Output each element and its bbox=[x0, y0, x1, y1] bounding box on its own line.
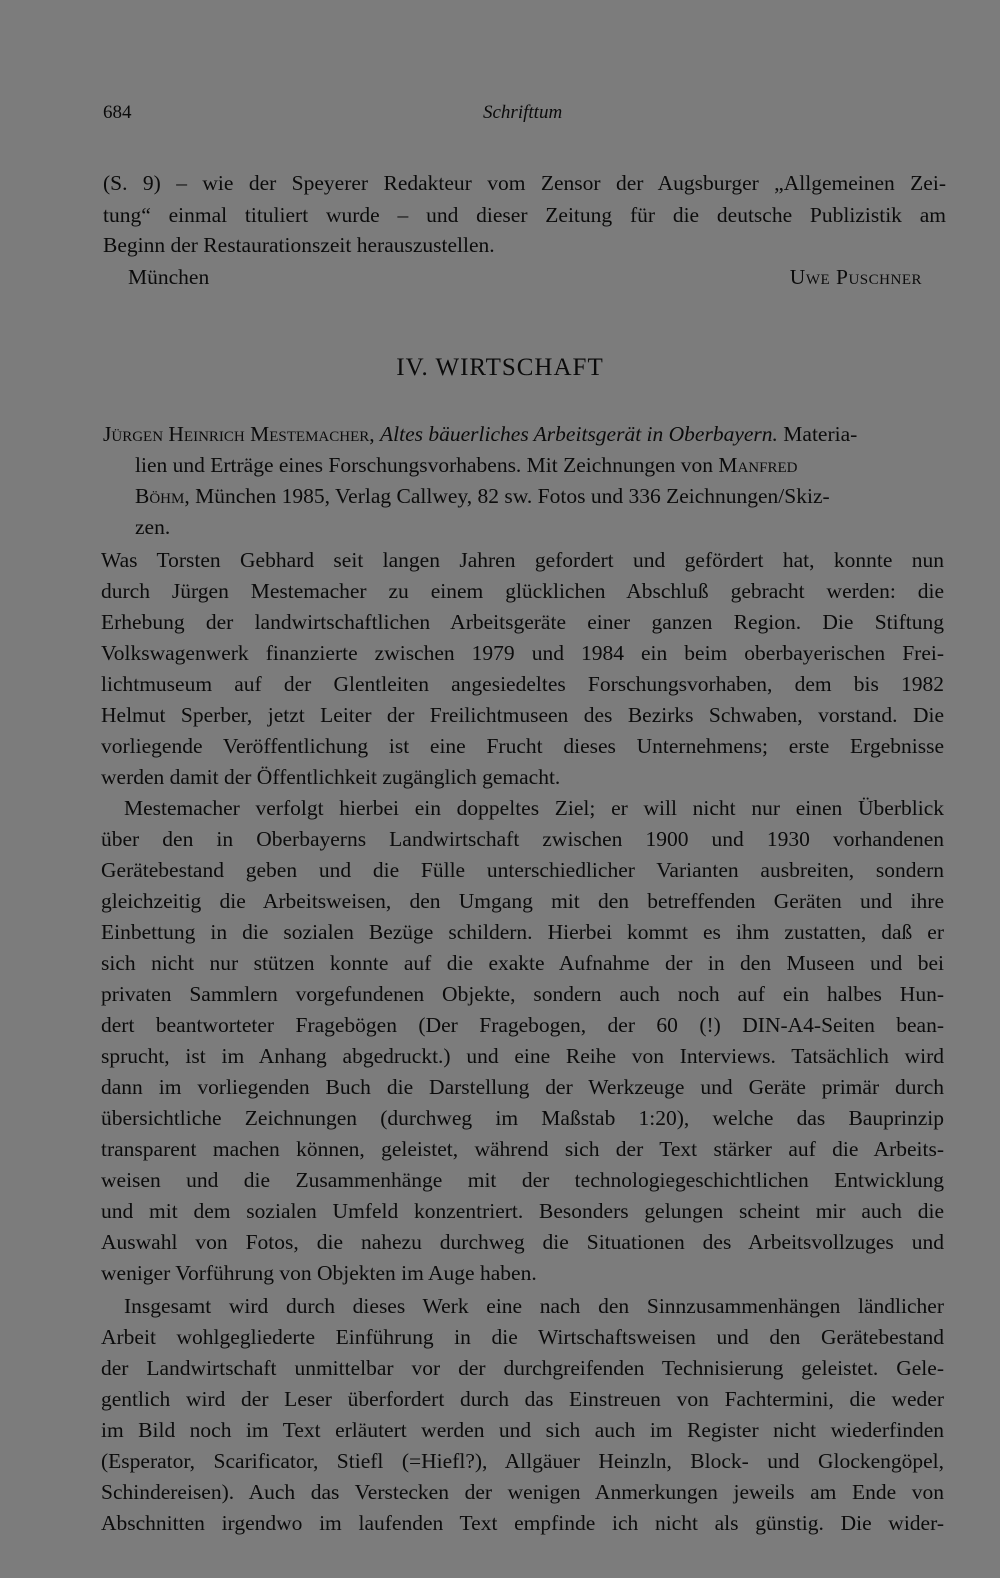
body-line: dann im vorliegenden Buch die Darstellung der Werkzeuge und Geräte primär durch bbox=[101, 1075, 944, 1099]
body-line: (Esperator, Scarificator, Stiefl (=Hiefl?), Allgäuer Heinzln, Block- und Glockengöpel, bbox=[101, 1449, 944, 1473]
review-place: München bbox=[128, 265, 210, 289]
body-line: im Bild noch im Text erläutert werden und sich auch im Register nicht wiederfinden bbox=[101, 1418, 944, 1442]
citation-text: lien und Erträge eines Forschungsvorhabens. Mit Zeichnungen von bbox=[135, 453, 713, 477]
citation-author: Jürgen Heinrich Mestemacher, bbox=[103, 422, 375, 446]
section-heading: IV. WIRTSCHAFT bbox=[396, 354, 604, 381]
running-head: Schrifttum bbox=[483, 102, 563, 123]
body-line: dert beantworteter Fragebögen (Der Fragebogen, der 60 (!) DIN-A4-Seiten bean- bbox=[101, 1013, 944, 1037]
citation-title: Altes bäuerliches Arbeitsgerät in Oberbayern. bbox=[380, 422, 778, 446]
body-line: Einbettung in die sozialen Bezüge schildern. Hierbei kommt es ihm zustatten, daß er bbox=[101, 920, 944, 944]
citation-text: München 1985, Verlag Callwey, 82 sw. Fotos und 336 Zeichnungen/Skiz- bbox=[189, 484, 830, 508]
body-line: übersichtliche Zeichnungen (durchweg im Maßstab 1:20), welche das Bauprinzip bbox=[101, 1106, 944, 1130]
intro-line: tung“ einmal tituliert wurde – und dieser Zeitung für die deutsche Publizistik am bbox=[103, 203, 946, 227]
citation-illustrator: Böhm, bbox=[135, 484, 190, 508]
body-line: weisen und die Zusammenhänge mit der technologiegeschichtlichen Entwicklung bbox=[101, 1168, 944, 1192]
intro-line: (S. 9) – wie der Speyerer Redakteur vom Zensor der Augsburger „Allgemeinen Zei- bbox=[103, 171, 946, 195]
body-line: vorliegende Veröffentlichung ist eine Frucht dieses Unternehmens; erste Ergebnisse bbox=[101, 734, 944, 758]
body-line: Mestemacher verfolgt hierbei ein doppeltes Ziel; er will nicht nur einen Überblick bbox=[124, 796, 944, 820]
body-line: Auswahl von Fotos, die nahezu durchweg die Situationen des Arbeitsvollzuges und bbox=[101, 1230, 944, 1254]
page-header bbox=[103, 102, 943, 132]
intro-line: Beginn der Restaurationszeit herauszustellen. bbox=[103, 233, 495, 257]
body-line: über den in Oberbayerns Landwirtschaft zwischen 1900 und 1930 vorhandenen bbox=[101, 827, 944, 851]
body-line: weniger Vorführung von Objekten im Auge haben. bbox=[101, 1261, 537, 1285]
review-author: Uwe Puschner bbox=[789, 265, 922, 289]
citation-line bbox=[135, 450, 946, 480]
citation-line bbox=[135, 481, 830, 511]
body-line: Schindereisen). Auch das Verstecken der wenigen Anmerkungen jeweils am Ende von bbox=[101, 1480, 944, 1504]
body-line: Arbeit wohlgegliederte Einführung in die Wirtschaftsweisen und den Gerätebestand bbox=[101, 1325, 944, 1349]
body-line: sich nicht nur stützen konnte auf die exakte Aufnahme der in den Museen und bei bbox=[101, 951, 944, 975]
body-line: gentlich wird der Leser überfordert durch das Einstreuen von Fachtermini, die weder bbox=[101, 1387, 944, 1411]
body-line: durch Jürgen Mestemacher zu einem glücklichen Abschluß gebracht werden: die bbox=[101, 579, 944, 603]
body-line: Abschnitten irgendwo im laufenden Text empfinde ich nicht als günstig. Die wider- bbox=[101, 1511, 944, 1535]
body-line: der Landwirtschaft unmittelbar vor der durchgreifenden Technisierung geleistet. Gele- bbox=[101, 1356, 944, 1380]
body-line: und mit dem sozialen Umfeld konzentriert. Besonders gelungen scheint mir auch die bbox=[101, 1199, 944, 1223]
body-line: Helmut Sperber, jetzt Leiter der Freilichtmuseen des Bezirks Schwaben, vorstand. Die bbox=[101, 703, 944, 727]
body-line: sprucht, ist im Anhang abgedruckt.) und eine Reihe von Interviews. Tatsächlich wird bbox=[101, 1044, 944, 1068]
body-line: transparent machen können, geleistet, während sich der Text stärker auf die Arbeits- bbox=[101, 1137, 944, 1161]
body-line: lichtmuseum auf der Glentleiten angesiedeltes Forschungsvorhaben, dem bis 1982 bbox=[101, 672, 944, 696]
body-line: Was Torsten Gebhard seit langen Jahren gefordert und gefördert hat, konnte nun bbox=[101, 548, 944, 572]
body-line: Erhebung der landwirtschaftlichen Arbeitsgeräte einer ganzen Region. Die Stiftung bbox=[101, 610, 944, 634]
citation-text: Materia- bbox=[777, 422, 858, 446]
body-line: Insgesamt wird durch dieses Werk eine nach den Sinnzusammenhängen ländlicher bbox=[124, 1294, 944, 1318]
citation-line bbox=[103, 419, 857, 449]
page-number: 684 bbox=[103, 102, 132, 123]
body-line: Volkswagenwerk finanzierte zwischen 1979 und 1984 ein beim oberbayerischen Frei- bbox=[101, 641, 944, 665]
citation-illustrator: Manfred bbox=[718, 453, 798, 477]
body-line: werden damit der Öffentlichkeit zugänglich gemacht. bbox=[101, 765, 561, 789]
body-line: privaten Sammlern vorgefundenen Objekte, sondern auch noch auf ein halbes Hun- bbox=[101, 982, 944, 1006]
citation-line: zen. bbox=[135, 515, 171, 539]
body-line: gleichzeitig die Arbeitsweisen, den Umgang mit den betreffenden Geräten und ihre bbox=[101, 889, 944, 913]
body-line: Gerätebestand geben und die Fülle unterschiedlicher Varianten ausbreiten, sondern bbox=[101, 858, 944, 882]
